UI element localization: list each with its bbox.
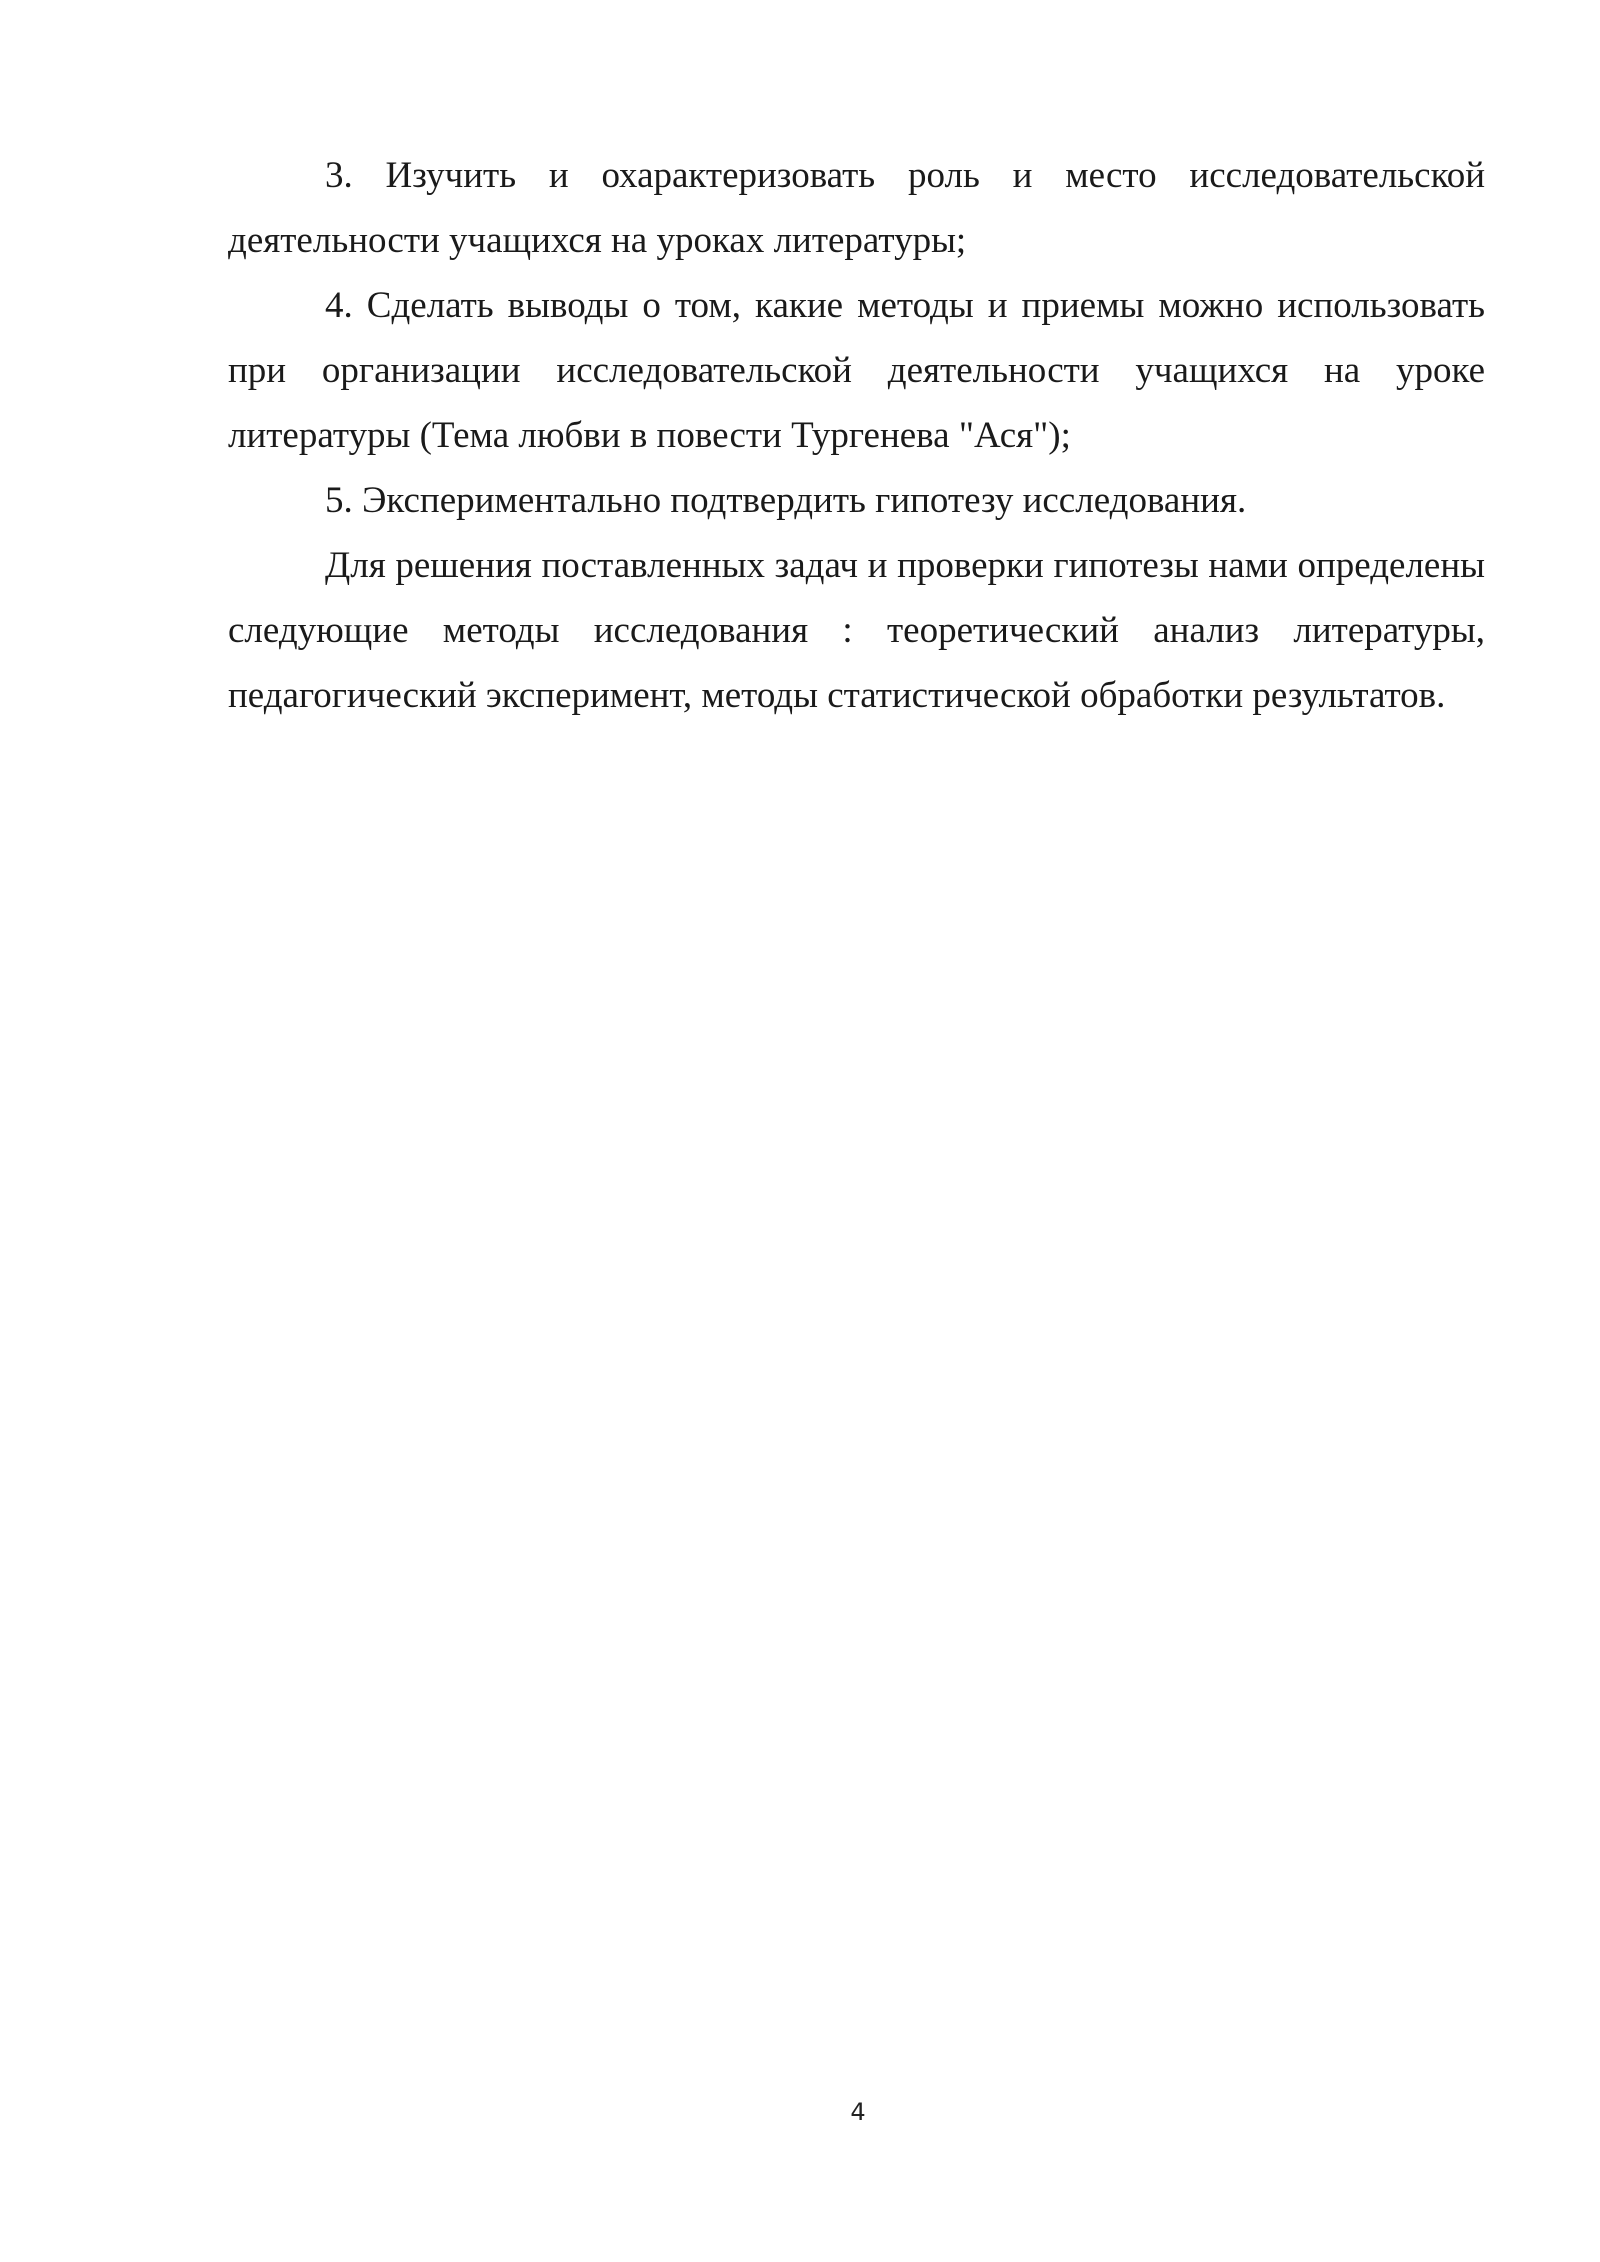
page-number: 4	[850, 2098, 866, 2126]
paragraph-methods: Для решения поставленных задач и проверки гипотезы нами определены следующие методы исследования : теоретический анализ литературы, педагогический эксперимент, методы статистической обработки результатов.	[228, 545, 1485, 716]
paragraph-task-5: 5. Экспериментально подтвердить гипотезу исследования.	[325, 480, 1247, 521]
paragraph-task-4: 4. Сделать выводы о том, какие методы и приемы можно использовать при организации исследовательской деятельности учащихся на уроке литературы (Тема любви в повести Тургенева "Ася");	[228, 285, 1485, 456]
paragraph-task-3: 3. Изучить и охарактеризовать роль и место исследовательской деятельности учащихся на уроках литературы;	[228, 155, 1485, 261]
body-text	[228, 143, 1485, 728]
